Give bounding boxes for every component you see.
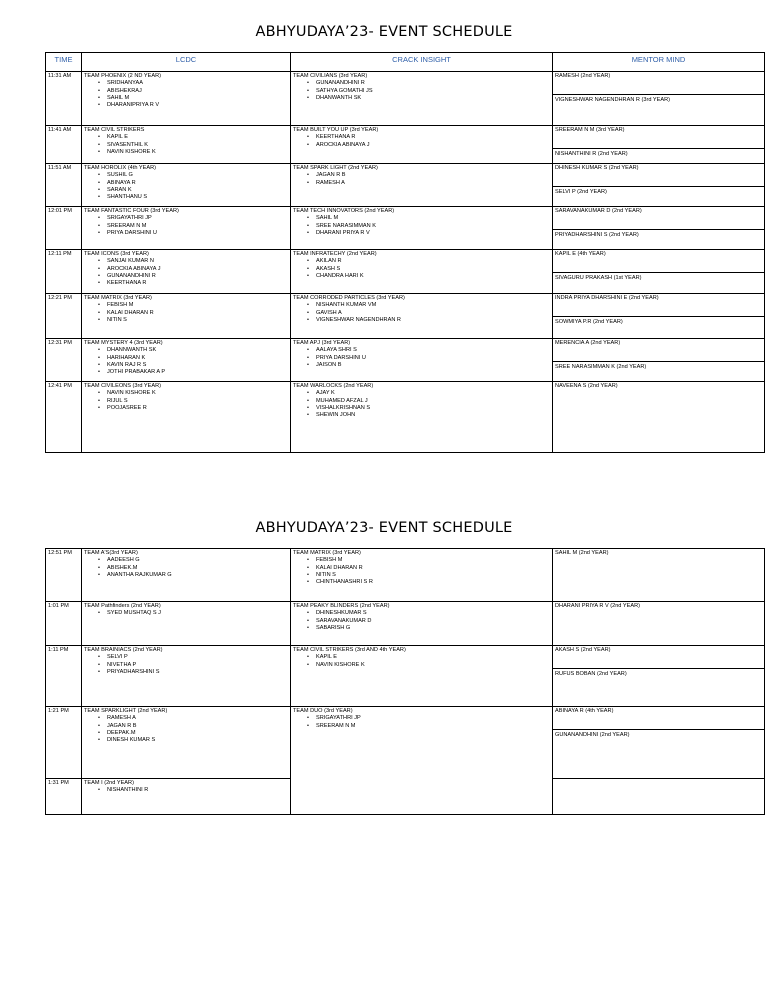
member-item: • AROCKIA ABINAYA J <box>316 142 550 149</box>
schedule-row <box>46 72 765 126</box>
member-list <box>84 715 288 744</box>
team-name: TEAM SPARK LIGHT (2nd YEAR) <box>293 165 378 171</box>
mentor-name: ABINAYA R (4th YEAR) <box>555 708 614 714</box>
time-cell: 12:41 PM <box>46 382 82 453</box>
mentor-cell <box>553 126 765 164</box>
mentor-divider <box>553 316 764 317</box>
schedule-row <box>46 382 765 453</box>
member-list <box>84 390 288 412</box>
schedule-row <box>46 549 765 602</box>
member-list <box>293 715 550 730</box>
member-item: • DHINESHKUMAR S <box>316 610 550 617</box>
team-cell <box>82 339 291 382</box>
team-cell <box>291 646 553 707</box>
team-name: TEAM DUO (3rd YEAR) <box>293 708 353 714</box>
time-cell: 1:21 PM <box>46 707 82 779</box>
member-list <box>84 302 288 324</box>
team-name: TEAM MATRIX (3rd YEAR) <box>84 295 152 301</box>
team-name: TEAM CORRODED PARTICLES (3rd YEAR) <box>293 295 405 301</box>
mentor-name: SREE NARASIMMAN K (2nd YEAR) <box>555 364 647 371</box>
member-list <box>293 80 550 102</box>
time-cell: 11:41 AM <box>46 126 82 164</box>
header-crack-insight: CRACK INSIGHT <box>291 53 553 72</box>
member-list <box>293 654 550 669</box>
member-item: • MUHAMED AFZAL J <box>316 398 550 405</box>
member-item: • SRIGAYATHRI JP <box>107 215 288 222</box>
member-item: • DHANWANTH SK <box>316 95 550 102</box>
schedule-row <box>46 646 765 707</box>
member-item: • JOTHI PRABAKAR A P <box>107 369 288 376</box>
member-item: • SRIGAYATHRI JP <box>316 715 550 722</box>
team-name: TEAM HOROLIX (4th YEAR) <box>84 165 157 171</box>
member-item: • SRIDHANYAA <box>107 80 288 87</box>
mentor-divider <box>553 729 764 730</box>
mentor-divider <box>553 272 764 273</box>
member-item: • DEEPAK.M <box>107 730 288 737</box>
schedule-row <box>46 602 765 646</box>
team-name: TEAM CIVILIANS (3rd YEAR) <box>293 73 368 79</box>
team-name: TEAM CIVILEONS (3rd YEAR) <box>84 383 161 389</box>
mentor-name: INDRA PRIYA DHARSHINI E (2nd YEAR) <box>555 295 659 301</box>
schedule-row <box>46 126 765 164</box>
member-item: • NISHANTHINI R <box>107 787 288 794</box>
member-item: • AADEESH G <box>107 557 288 564</box>
team-name: TEAM ICONS (3rd YEAR) <box>84 251 149 257</box>
member-item: • SHEWIN JOHN <box>316 412 550 419</box>
team-name: TEAM BUILT YOU UP (3rd YEAR) <box>293 127 379 133</box>
member-item: • JAISON B <box>316 362 550 369</box>
member-item: • GAVISH A <box>316 310 550 317</box>
member-item: • KEERTHANA R <box>107 280 288 287</box>
team-name: TEAM WARLOCKS (2nd YEAR) <box>293 383 374 389</box>
member-item: • POOJASREE R <box>107 405 288 412</box>
member-item: • RAMESH A <box>107 715 288 722</box>
member-item: • KAPIL E <box>107 134 288 141</box>
time-cell: 1:01 PM <box>46 602 82 646</box>
member-item: • SUSHIL G <box>107 172 288 179</box>
team-cell <box>82 207 291 250</box>
schedule-row <box>46 339 765 382</box>
member-list <box>293 610 550 632</box>
team-cell <box>82 72 291 126</box>
page2-title: ABHYUDAYA’23- EVENT SCHEDULE <box>255 520 513 536</box>
member-list <box>293 302 550 324</box>
mentor-cell <box>553 646 765 707</box>
member-list <box>84 258 288 287</box>
member-item: • DHANNWANTH SK <box>107 347 288 354</box>
team-name: TEAM MYSTERY 4 (3rd YEAR) <box>84 340 163 346</box>
header-mentor-mind: MENTOR MIND <box>553 53 765 72</box>
mentor-name: MERENCIA A (2nd YEAR) <box>555 340 621 346</box>
mentor-name: NISHANTHINI R (2nd YEAR) <box>555 151 628 158</box>
member-list <box>84 347 288 376</box>
member-list <box>84 134 288 156</box>
member-item: • SATHYA GOMATHI JS <box>316 88 550 95</box>
mentor-name: NAVEENA S (2nd YEAR) <box>555 383 618 389</box>
team-cell <box>291 207 553 250</box>
team-name: TEAM FANTASTIC FOUR (3rd YEAR) <box>84 208 179 214</box>
member-item: • PRIYA DARSHINI U <box>316 355 550 362</box>
member-item: • NITIN S <box>316 572 550 579</box>
team-name: TEAM Pathfinders (2nd YEAR) <box>84 603 161 609</box>
team-name: TEAM A'S(3rd YEAR) <box>84 550 138 556</box>
mentor-cell <box>553 250 765 294</box>
mentor-name: RUFUS BOBAN (2nd YEAR) <box>555 671 627 678</box>
member-item: • SELVI P <box>107 654 288 661</box>
member-item: • JAGAN R B <box>107 723 288 730</box>
member-list <box>293 390 550 419</box>
member-item: • SYED MUSHTAQ S J <box>107 610 288 617</box>
member-item: • AJAY K <box>316 390 550 397</box>
team-name: TEAM CIVIL STRIKERS <box>84 127 145 133</box>
member-item: • PRIYADHARSHINI S <box>107 669 288 676</box>
member-item: • VISHALKRISHNAN S <box>316 405 550 412</box>
team-name: TEAM PHOENIX (2 ND YEAR) <box>84 73 161 79</box>
mentor-name: VIGNESHWAR NAGENDHRAN R (3rd YEAR) <box>555 97 670 104</box>
mentor-cell <box>553 207 765 250</box>
mentor-divider <box>553 361 764 362</box>
member-list <box>293 347 550 369</box>
member-item: • ANANTHA RAJKUMAR G <box>107 572 288 579</box>
mentor-divider <box>553 229 764 230</box>
member-item: • CHINTHANASHRI S R <box>316 579 550 586</box>
member-item: • SANJAI KUMAR N <box>107 258 288 265</box>
member-item: • DHARANIPRIYA R V <box>107 102 288 109</box>
mentor-cell <box>553 707 765 779</box>
mentor-name: DHINESH KUMAR S (2nd YEAR) <box>555 165 639 171</box>
member-item: • SABARISH G <box>316 625 550 632</box>
page1-title: ABHYUDAYA’23- EVENT SCHEDULE <box>255 24 513 40</box>
team-name: TEAM CIVIL STRIKERS (3rd AND 4th YEAR) <box>293 647 406 653</box>
team-cell <box>82 126 291 164</box>
team-cell <box>82 250 291 294</box>
member-item: • JAGAN R B <box>316 172 550 179</box>
team-name: TEAM MATRIX (3rd YEAR) <box>293 550 361 556</box>
time-cell: 12:31 PM <box>46 339 82 382</box>
member-item: • SREERAM N M <box>316 723 550 730</box>
mentor-name: SREERAM N M (3rd YEAR) <box>555 127 625 133</box>
mentor-name: PRIYADHARSHINI S (2nd YEAR) <box>555 232 639 239</box>
team-cell <box>82 382 291 453</box>
team-cell <box>82 707 291 779</box>
member-list <box>293 172 550 187</box>
member-item: • NAVIN KISHORE K <box>107 149 288 156</box>
member-item: • NAVIN KISHORE K <box>316 662 550 669</box>
member-item: • ABISHEK.M <box>107 565 288 572</box>
team-name: TEAM SPARKLIGHT (2nd YEAR) <box>84 708 168 714</box>
member-item: • AROCKIA ABINAYA J <box>107 266 288 273</box>
member-item: • ABISHEKRAJ <box>107 88 288 95</box>
time-cell: 12:21 PM <box>46 294 82 339</box>
mentor-divider <box>553 186 764 187</box>
mentor-name: SAHIL M (2nd YEAR) <box>555 550 609 556</box>
member-item: • KEERTHANA R <box>316 134 550 141</box>
team-cell <box>291 294 553 339</box>
team-cell <box>291 339 553 382</box>
member-item: • KALAI DHARAN R <box>316 565 550 572</box>
team-name: TEAM BRAINIACS (2nd YEAR) <box>84 647 163 653</box>
schedule-row <box>46 164 765 207</box>
mentor-cell <box>553 779 765 815</box>
team-cell <box>82 164 291 207</box>
member-item: • KAPIL E <box>316 654 550 661</box>
member-item: • FEBISH M <box>107 302 288 309</box>
member-list <box>293 557 550 586</box>
member-item: • DINESH KUMAR S <box>107 737 288 744</box>
team-cell <box>82 602 291 646</box>
team-name: TEAM APJ (3rd YEAR) <box>293 340 351 346</box>
time-cell: 12:11 PM <box>46 250 82 294</box>
member-item: • SIVASENTHIL K <box>107 142 288 149</box>
team-cell <box>291 549 553 602</box>
team-cell <box>291 72 553 126</box>
member-item: • NIVETHA P <box>107 662 288 669</box>
member-list <box>84 80 288 109</box>
team-cell <box>291 126 553 164</box>
mentor-cell <box>553 164 765 207</box>
team-name: TEAM INFRATECHY (2nd YEAR) <box>293 251 377 257</box>
mentor-name: SOWMIYA P.R (2nd YEAR) <box>555 319 623 326</box>
mentor-cell <box>553 549 765 602</box>
header-lcdc: LCDC <box>82 53 291 72</box>
team-cell <box>291 602 553 646</box>
member-item: • ABINAYA R <box>107 180 288 187</box>
member-item: • CHANDRA HARI K <box>316 273 550 280</box>
schedule-row <box>46 294 765 339</box>
member-item: • GUNANANDHINI R <box>107 273 288 280</box>
member-list <box>293 258 550 280</box>
member-item: • NITIN S <box>107 317 288 324</box>
member-item: • HARIHARAN K <box>107 355 288 362</box>
team-cell <box>291 382 553 453</box>
member-item: • RAMESH A <box>316 180 550 187</box>
mentor-cell <box>553 602 765 646</box>
mentor-name: AKASH S (2nd YEAR) <box>555 647 611 653</box>
member-list <box>84 654 288 676</box>
mentor-name: KAPIL E (4th YEAR) <box>555 251 606 257</box>
team-cell <box>82 294 291 339</box>
member-item: • SHANTHANU S <box>107 194 288 201</box>
member-item: • GUNANANDHINI R <box>316 80 550 87</box>
team-name: TEAM PEAKY BLINDERS (2nd YEAR) <box>293 603 390 609</box>
member-list <box>84 610 288 617</box>
time-cell: 1:11 PM <box>46 646 82 707</box>
mentor-cell <box>553 72 765 126</box>
mentor-cell <box>553 382 765 453</box>
mentor-name: SARAVANAKUMAR D (2nd YEAR) <box>555 208 642 214</box>
member-item: • SREERAM N M <box>107 223 288 230</box>
member-item: • SREE NARASIMMAN K <box>316 223 550 230</box>
member-list <box>293 215 550 237</box>
member-list <box>84 172 288 201</box>
member-item: • RIJUL S <box>107 398 288 405</box>
member-list <box>293 134 550 149</box>
member-item: • SAHIL M <box>316 215 550 222</box>
mentor-cell <box>553 294 765 339</box>
header-time: TIME <box>46 53 82 72</box>
schedule-table-2 <box>45 548 765 815</box>
member-list <box>84 215 288 237</box>
team-cell <box>291 707 553 815</box>
member-item: • AKASH S <box>316 266 550 273</box>
member-list <box>84 787 288 794</box>
schedule-row <box>46 707 765 779</box>
time-cell: 12:51 PM <box>46 549 82 602</box>
mentor-name: SIVAGURU PRAKASH (1st YEAR) <box>555 275 642 282</box>
member-item: • VIGNESHWAR NAGENDHRAN R <box>316 317 550 324</box>
member-list <box>84 557 288 579</box>
team-name: TEAM TECH INNOVATORS (2nd YEAR) <box>293 208 395 214</box>
schedule-row <box>46 207 765 250</box>
time-cell: 11:51 AM <box>46 164 82 207</box>
member-item: • NAVIN KISHORE K <box>107 390 288 397</box>
member-item: • DHARANI PRIYA R V <box>316 230 550 237</box>
time-cell: 11:31 AM <box>46 72 82 126</box>
member-item: • SAHIL M <box>107 95 288 102</box>
member-item: • AKILAN R <box>316 258 550 265</box>
mentor-name: SELVI P (2nd YEAR) <box>555 189 607 196</box>
time-cell: 12:01 PM <box>46 207 82 250</box>
team-cell <box>291 250 553 294</box>
member-item: • KAVIN RAJ R S <box>107 362 288 369</box>
member-item: • FEBISH M <box>316 557 550 564</box>
member-item: • PRIYA DARSHINI U <box>107 230 288 237</box>
schedule-table-1 <box>45 52 765 453</box>
schedule-row <box>46 250 765 294</box>
team-cell <box>82 779 291 815</box>
mentor-name: RAMESH (2nd YEAR) <box>555 73 611 79</box>
mentor-cell <box>553 339 765 382</box>
team-name: TEAM I (2nd YEAR) <box>84 780 134 786</box>
mentor-divider <box>553 94 764 95</box>
mentor-name: DHARANI PRIYA R V (2nd YEAR) <box>555 603 640 609</box>
mentor-name: GUNANANDHINI (2nd YEAR) <box>555 732 630 739</box>
team-cell <box>82 646 291 707</box>
member-item: • NISHANTH KUMAR VM <box>316 302 550 309</box>
mentor-divider <box>553 148 764 149</box>
mentor-divider <box>553 668 764 669</box>
time-cell: 1:31 PM <box>46 779 82 815</box>
member-item: • KALAI DHARAN R <box>107 310 288 317</box>
team-cell <box>82 549 291 602</box>
member-item: • AALAYA SHRI S <box>316 347 550 354</box>
member-item: • SARAVANAKUMAR D <box>316 618 550 625</box>
team-cell <box>291 164 553 207</box>
member-item: • SARAN K <box>107 187 288 194</box>
